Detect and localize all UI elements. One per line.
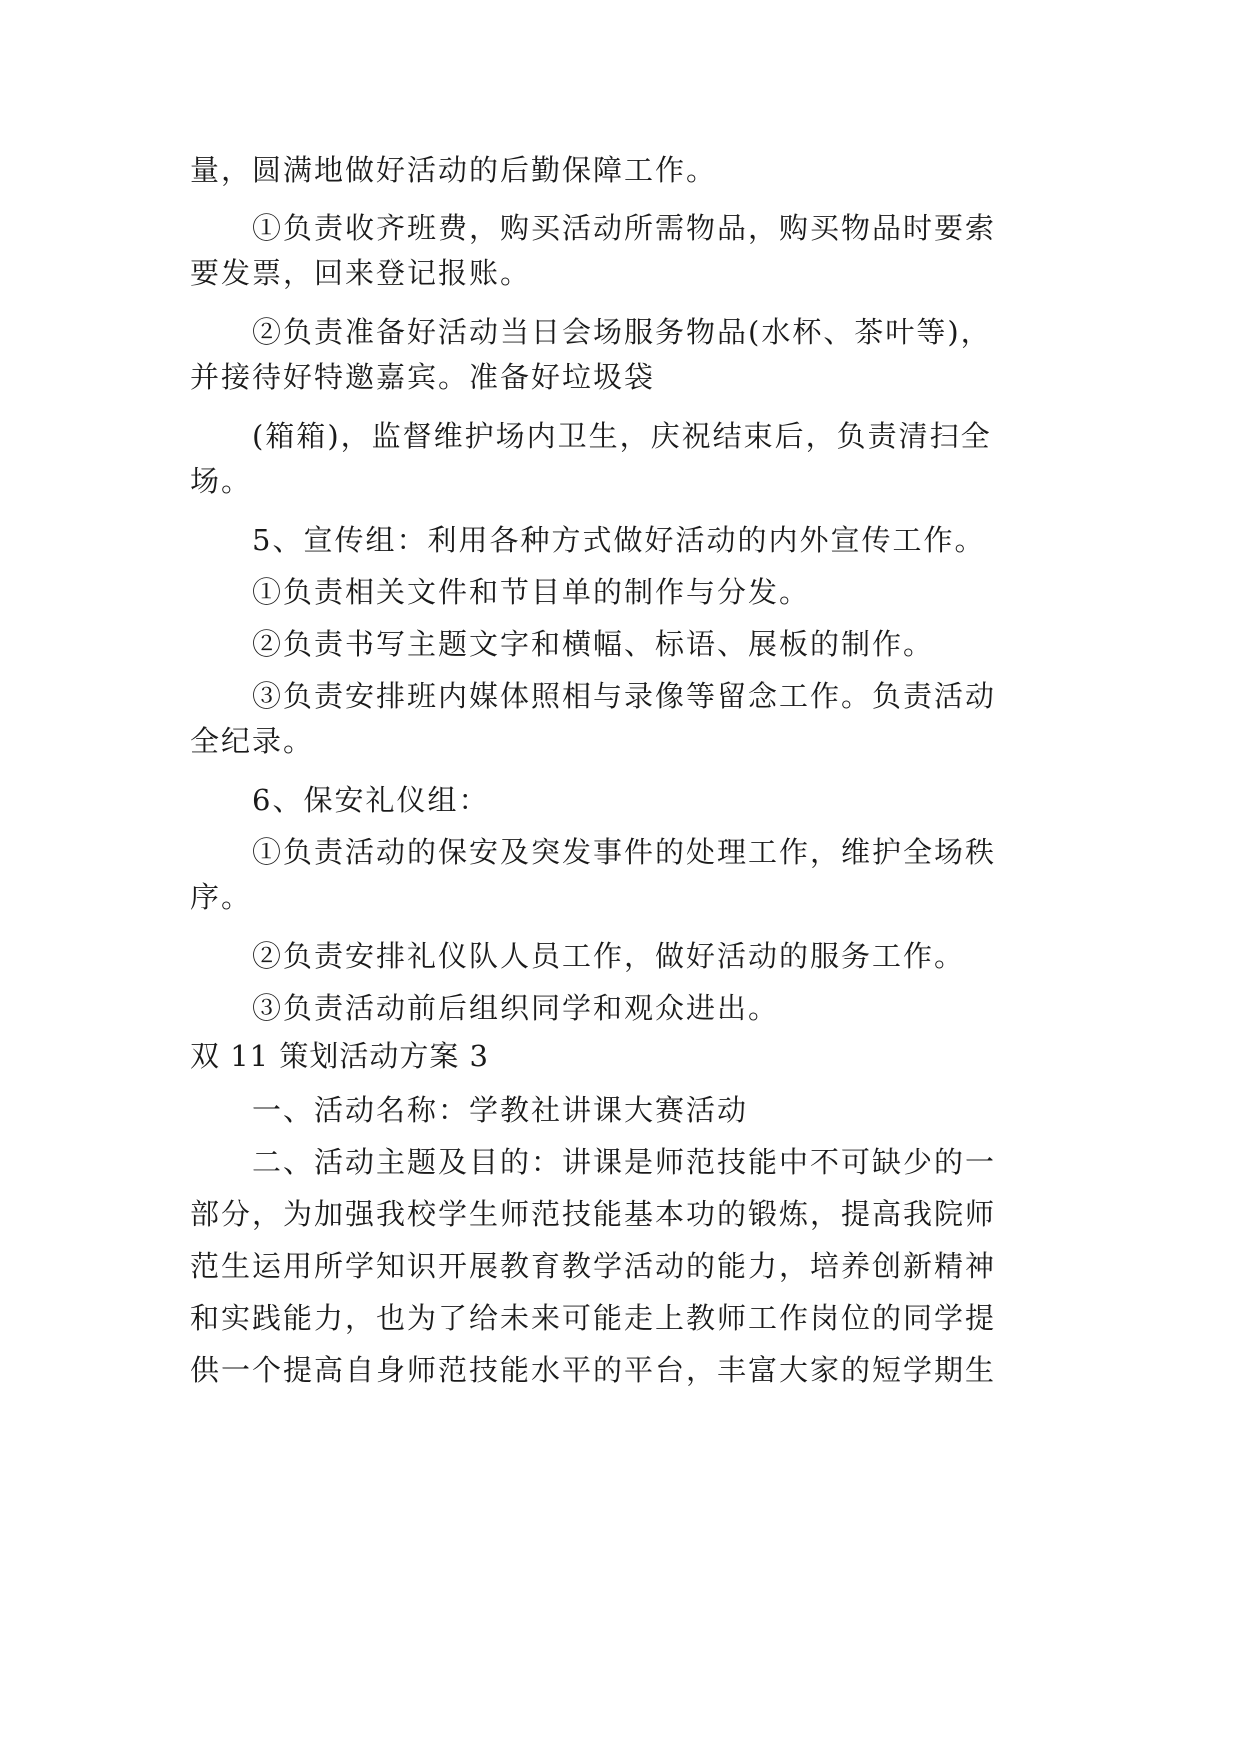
document-title: 双 11 策划活动方案 3 [190,1039,490,1073]
text-line: (箱箱)，监督维护场内卫生，庆祝结束后，负责清扫全 [252,419,992,453]
text-line: 场。 [190,464,253,498]
text-line: ①负责相关文件和节目单的制作与分发。 [252,575,811,609]
text-line: ②负责准备好活动当日会场服务物品(水杯、茶叶等)， [252,315,992,349]
text-line: 序。 [190,880,253,914]
text-line: ③负责安排班内媒体照相与录像等留念工作。负责活动 [252,679,997,713]
text-line: 并接待好特邀嘉宾。准备好垃圾袋 [190,360,656,394]
text-line: 要发票，回来登记报账。 [190,256,532,290]
section-heading: 二、活动主题及目的：讲课是师范技能中不可缺少的一 [252,1145,997,1179]
text-line: 范生运用所学知识开展教育教学活动的能力，培养创新精神 [190,1249,997,1283]
text-line: 部分，为加强我校学生师范技能基本功的锻炼，提高我院师 [190,1197,997,1231]
text-line: ③负责活动前后组织同学和观众进出。 [252,991,780,1025]
text-line: 量，圆满地做好活动的后勤保障工作。 [190,153,718,187]
text-line: 和实践能力，也为了给未来可能走上教师工作岗位的同学提 [190,1301,997,1335]
text-line: 供一个提高自身师范技能水平的平台，丰富大家的短学期生 [190,1353,997,1387]
section-heading: 5、宣传组：利用各种方式做好活动的内外宣传工作。 [252,523,986,557]
text-line: ①负责活动的保安及突发事件的处理工作，维护全场秩 [252,835,997,869]
section-heading: 6、保安礼仪组： [252,783,490,817]
section-heading: 一、活动名称：学教社讲课大赛活动 [252,1093,749,1127]
text-line: ①负责收齐班费，购买活动所需物品，购买物品时要索 [252,211,997,245]
text-line: ②负责书写主题文字和横幅、标语、展板的制作。 [252,627,935,661]
text-line: 全纪录。 [190,724,315,758]
text-line: ②负责安排礼仪队人员工作，做好活动的服务工作。 [252,939,966,973]
